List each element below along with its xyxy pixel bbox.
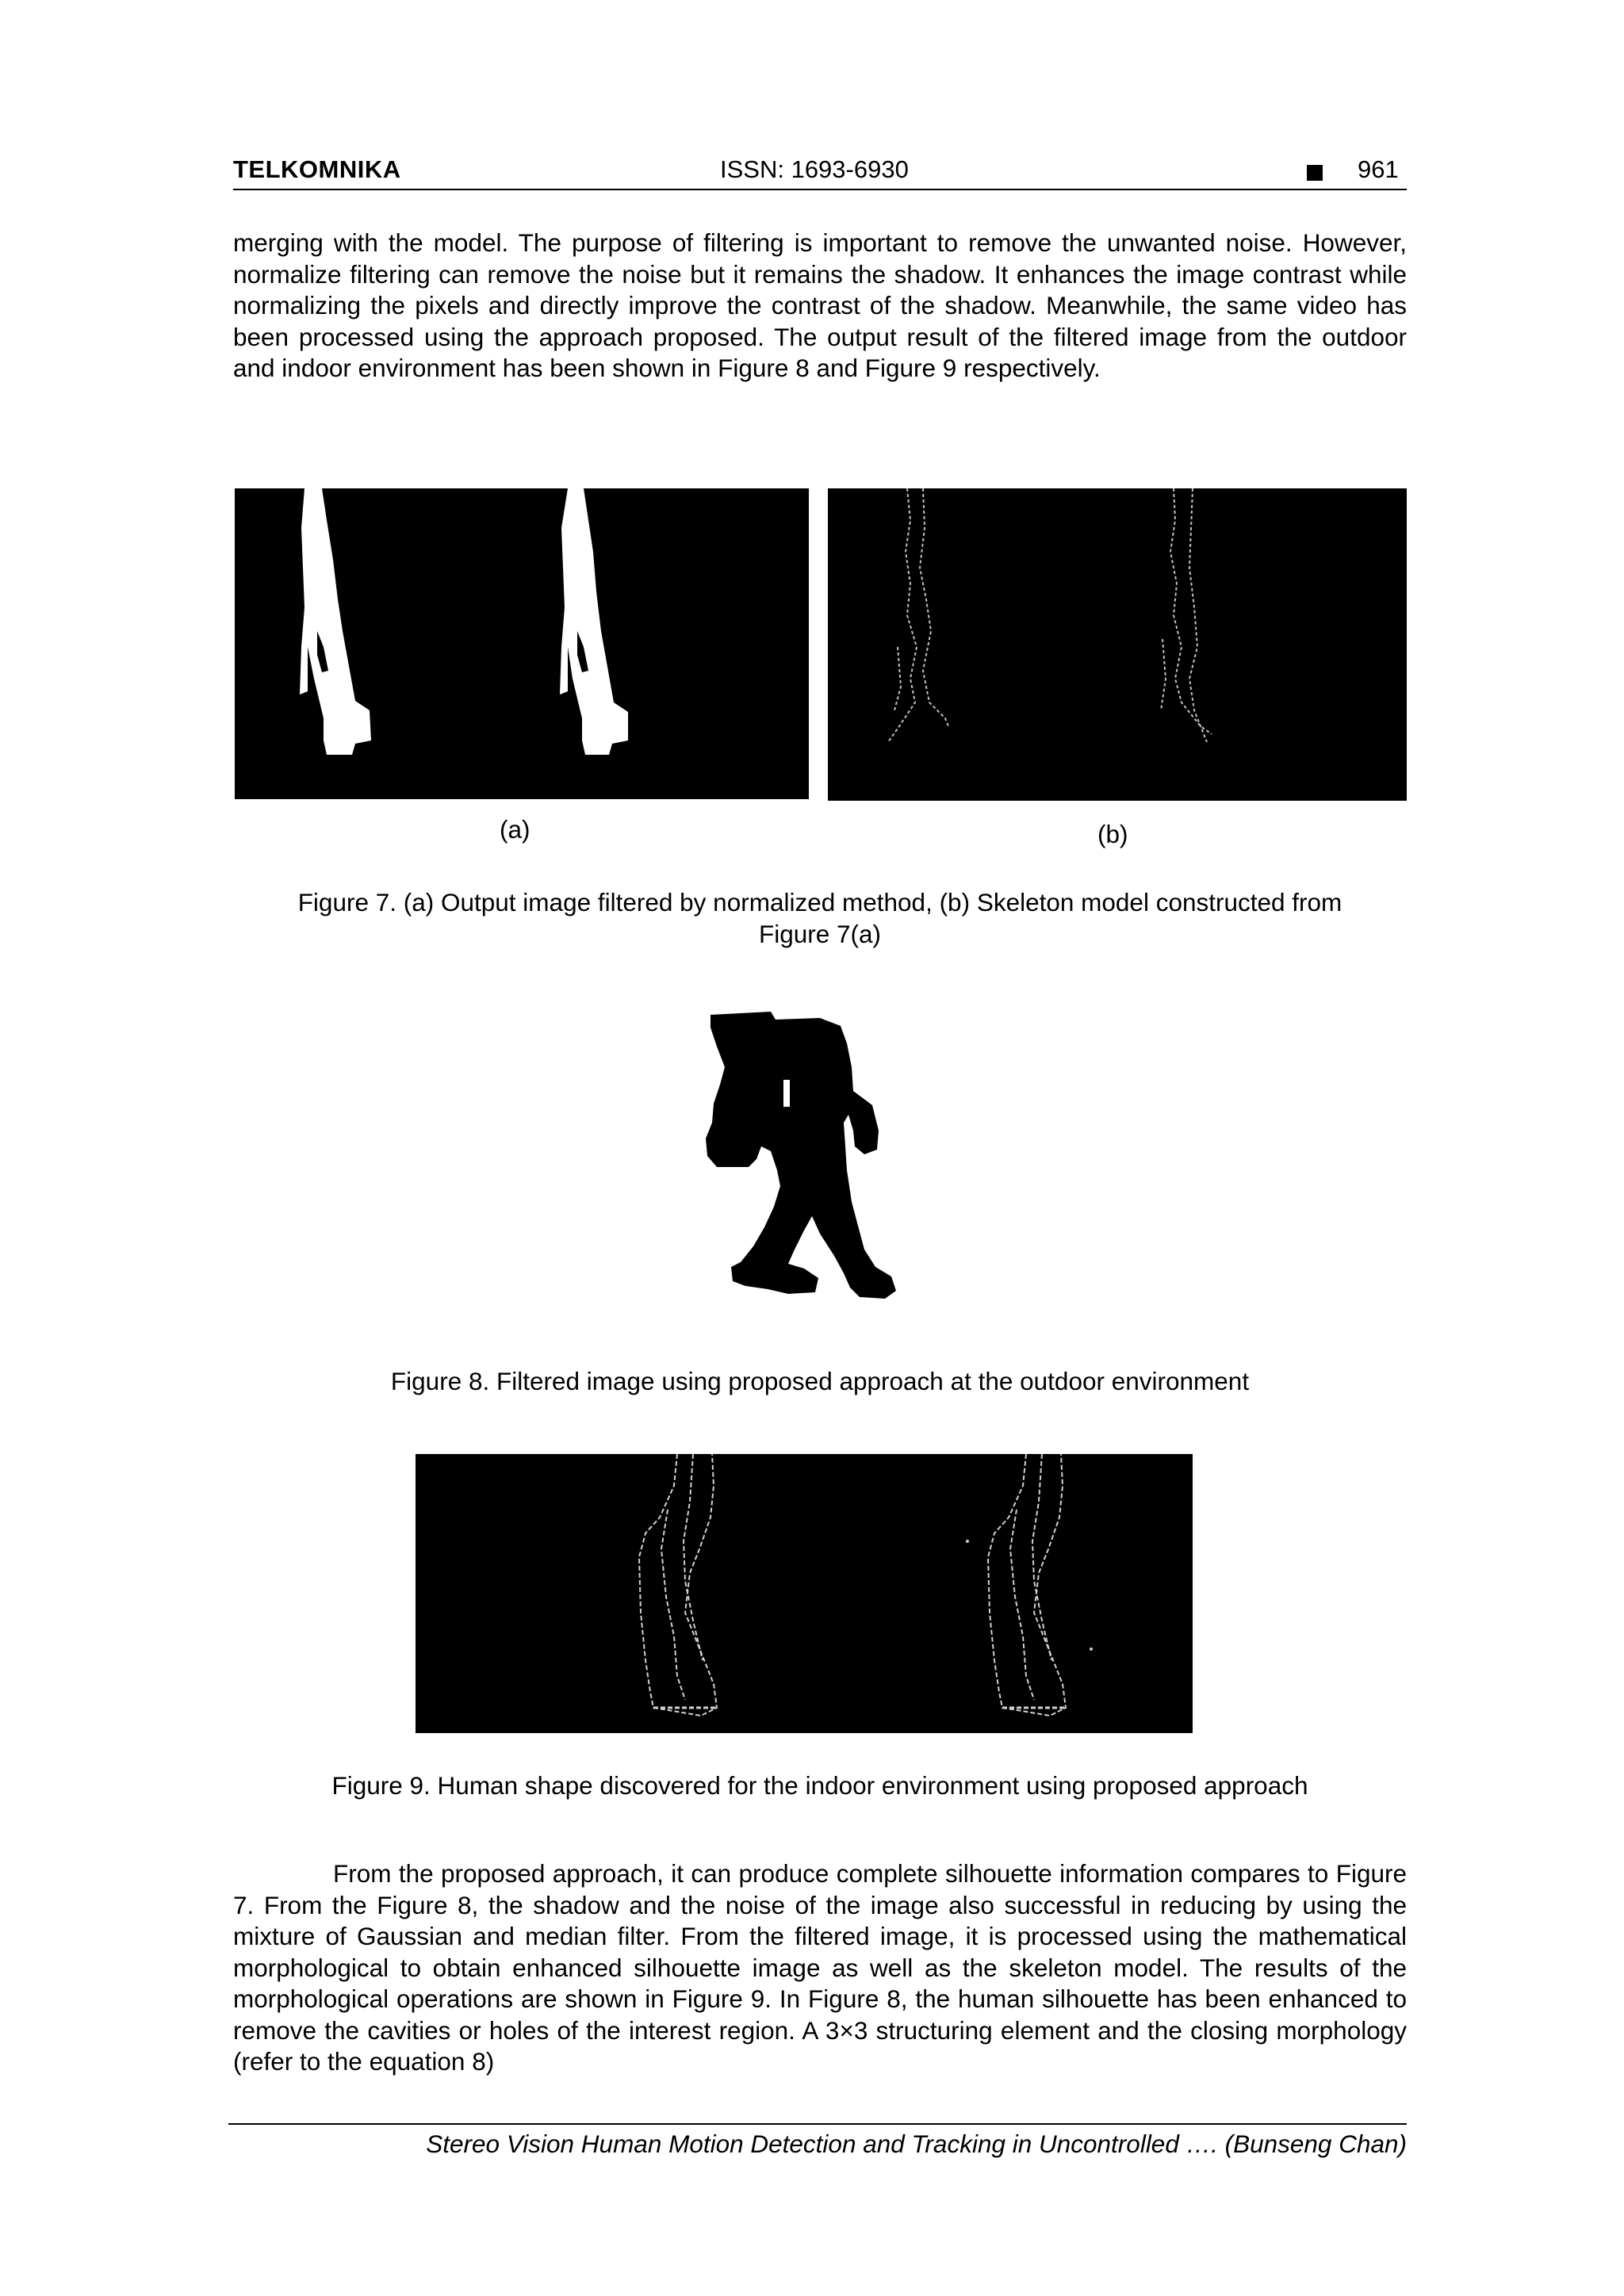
figure-7a-silhouettes: [235, 488, 809, 799]
figure-8-gap: [783, 1080, 790, 1107]
footer-text: Stereo Vision Human Motion Detection and Tracking in Uncontrolled …. (Bunseng Chan): [426, 2130, 1407, 2158]
skeleton-left-line-3: [894, 647, 901, 710]
figure-9-contours: [416, 1454, 1193, 1733]
figure-7a-leg-left: [300, 488, 371, 755]
footer-rule: [228, 2123, 1407, 2125]
figure-7b-label: (b): [1097, 820, 1128, 848]
figure-7a-leg-right: [560, 488, 628, 755]
figure-9-contour-right-inner2: [1032, 1454, 1051, 1660]
figure-9-noise-dot-1: [966, 1540, 969, 1543]
figure-7b-skeleton: [828, 488, 1407, 801]
skeleton-right-line-2: [1189, 488, 1207, 742]
figure-8-caption: Figure 8. Filtered image using proposed approach at the outdoor environment: [390, 1367, 1250, 1395]
figure-9-contour-right-inner1: [1010, 1510, 1034, 1700]
figure-9-image: [416, 1454, 1193, 1733]
page-number: 961: [1358, 155, 1399, 183]
figure-9-contour-left-inner1: [661, 1510, 685, 1700]
skeleton-left-line-2: [920, 488, 948, 726]
figure-9-noise-dot-2: [1090, 1647, 1093, 1651]
header-rule: [233, 189, 1407, 190]
paragraph-top: merging with the model. The purpose of filtering is important to remove the unwanted noise. However, normalize filtering can remove the noise but it remains the shadow. It enhances the image contrast while normalizing the pixels and directly improve the contrast of the shadow. Meanwhile, the same video has been processed using the approach proposed. The output result of the filtered image from the outdoor and indoor environment has been shown in Figure 8 and Figure 9 respectively.: [233, 228, 1407, 382]
figure-7-caption: [233, 886, 1407, 950]
header-square-icon: [1307, 165, 1323, 181]
figure-8-silhouette: [701, 1012, 931, 1329]
figure-8-image: [701, 1012, 931, 1329]
issn: ISSN: 1693-6930: [720, 155, 909, 183]
paragraph-bottom: From the proposed approach, it can produce complete silhouette information compares to Figure 7. From the Figure 8, the shadow and the noise of the image also successful in reducing by using the mixture of Gaussian and median filter. From the filtered image, it is processed using the mathematical morphological to obtain enhanced silhouette image as well as the skeleton model. The results of the morphological operations are shown in Figure 9. In Figure 8, the human silhouette has been enhanced to remove the cavities or holes of the interest region. A 3×3 structuring element and the closing morphology (refer to the equation 8): [233, 1859, 1407, 2076]
figure-7-caption-line2: Figure 7(a): [758, 920, 882, 948]
figure-7b-image: [828, 488, 1407, 801]
figure-9-contour-left-inner2: [684, 1454, 703, 1660]
figure-7a-image: [235, 488, 809, 799]
skeleton-left-line-1: [888, 488, 917, 742]
skeleton-right-line-1: [1170, 488, 1212, 734]
figure-7-caption-line1: Figure 7. (a) Output image filtered by normalized method, (b) Skeleton model constructed from: [297, 888, 1342, 916]
figure-7a-label: (a): [500, 815, 530, 844]
journal-name: TELKOMNIKA: [233, 155, 401, 183]
figure-9-caption: Figure 9. Human shape discovered for the indoor environment using proposed approach: [331, 1771, 1308, 1800]
skeleton-right-line-3: [1161, 639, 1166, 710]
